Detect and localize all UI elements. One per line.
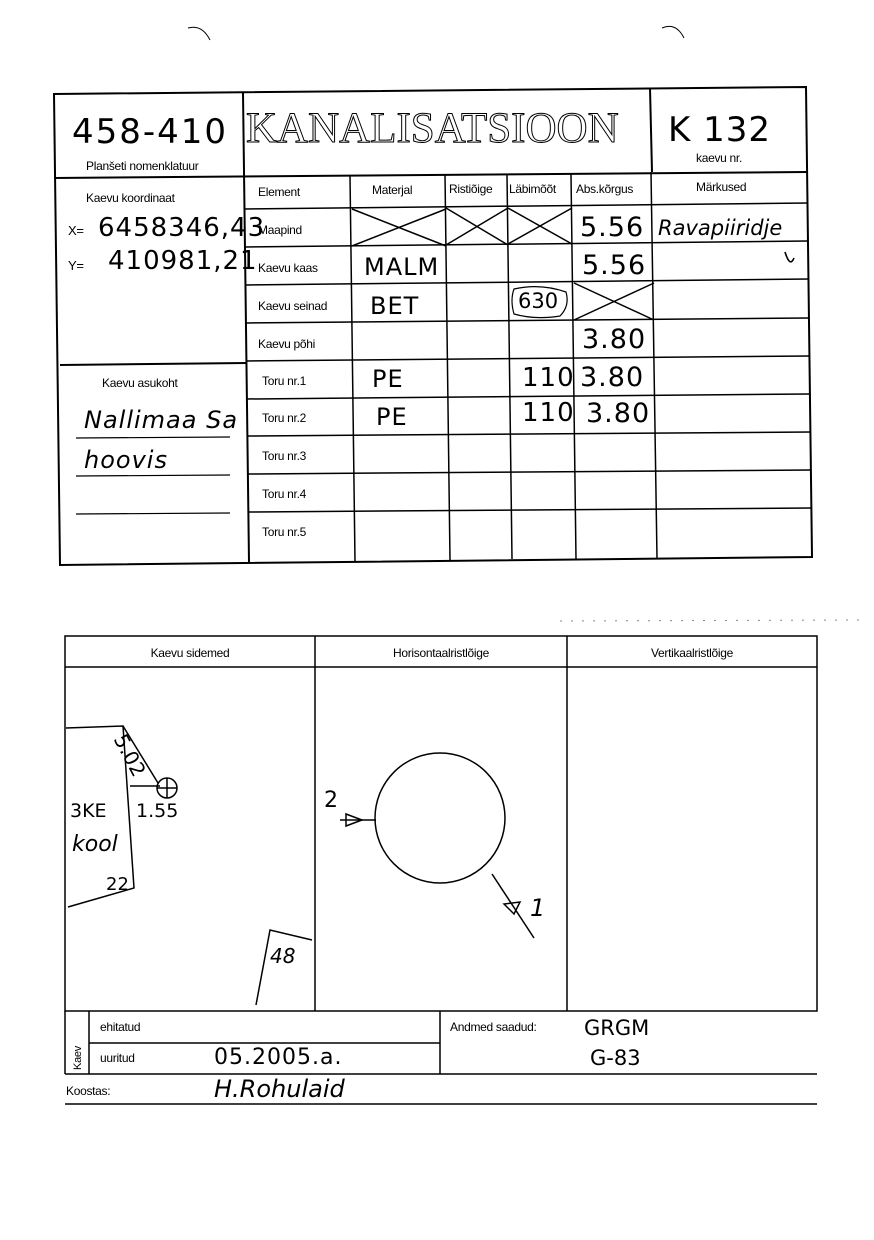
tie-distance-2: 1.55 — [136, 800, 179, 822]
x-coordinate: 6458346,43 — [98, 213, 266, 243]
column-header-cross-section: Ristiõige — [449, 182, 493, 196]
horizontal-section-sketch — [340, 753, 534, 938]
table-row-element: Kaevu seinad — [258, 299, 328, 313]
panel-title-horizontal-section: Horisontaalristlõige — [392, 646, 490, 660]
column-header-material: Materjal — [372, 183, 413, 197]
table-row-diameter: 110 — [522, 363, 575, 393]
table-row-abs-height: 5.56 — [582, 250, 647, 281]
form-title: KANALISATSIOON — [246, 105, 619, 152]
data-source-value-1: GRGM — [584, 1016, 650, 1040]
table-row-element: Kaevu kaas — [258, 261, 318, 275]
location-caption: Kaevu asukoht — [102, 376, 178, 390]
column-header-element: Element — [258, 185, 300, 199]
table-row-abs-height: 3.80 — [586, 398, 651, 429]
cut-line — [560, 620, 860, 621]
surveyed-value: 05.2005.a. — [214, 1045, 343, 1070]
table-row-abs-height: 3.80 — [580, 362, 645, 393]
data-source-label: Andmed saadud: — [450, 1020, 537, 1034]
table-row-element: Toru nr.2 — [262, 411, 306, 425]
surveyed-label: uuritud — [100, 1051, 135, 1065]
table-row-diameter: 630 — [518, 289, 559, 313]
table-row-material: MALM — [364, 253, 440, 281]
column-header-diameter: Läbimõõt — [509, 182, 556, 196]
nomenclature-caption: Planšeti nomenklatuur — [86, 159, 199, 173]
notes-pen-stroke — [785, 252, 794, 262]
table-row-element: Kaevu põhi — [258, 337, 316, 351]
location-line-1: Nallimaa Sa — [84, 406, 239, 434]
panel-title-ties: Kaevu sidemed — [150, 646, 230, 660]
column-header-abs-height: Abs.kõrgus — [576, 182, 634, 196]
corner-number: 48 — [270, 944, 296, 968]
table-row-diameter: 110 — [522, 398, 575, 428]
pipe-label-2: 2 — [324, 788, 338, 813]
table-row-notes: Ravapiiridje — [658, 216, 783, 240]
location-line-2: hoovis — [84, 446, 168, 474]
compiled-by-value: H.Rohulaid — [214, 1075, 345, 1103]
table-row-element: Toru nr.3 — [262, 449, 306, 463]
table-row-material: PE — [376, 403, 408, 431]
building-number: 22 — [106, 874, 129, 895]
manhole-number: K 132 — [668, 110, 771, 150]
compiled-by-label: Koostas: — [66, 1084, 111, 1098]
table-row-element: Toru nr.5 — [262, 525, 306, 539]
bottom-form-frame — [65, 636, 817, 1104]
table-row-abs-height: 3.80 — [582, 324, 647, 355]
punch-hole-mark-left — [188, 27, 210, 40]
nomenclature-value: 458-410 — [72, 112, 229, 152]
building-name-2: kool — [72, 832, 118, 857]
data-source-value-2: G-83 — [590, 1046, 641, 1070]
side-label-manhole: Kaev — [72, 1046, 84, 1070]
table-row-element: Toru nr.4 — [262, 487, 306, 501]
table-row-abs-height: 5.56 — [580, 212, 645, 243]
coordinates-caption: Kaevu koordinaat — [86, 191, 175, 205]
pipe-label-1: 1 — [530, 894, 546, 922]
punch-hole-mark-right — [662, 26, 684, 38]
table-row-element: Toru nr.1 — [262, 374, 306, 388]
y-coordinate: 410981,21 — [108, 246, 258, 276]
tie-distance-1: 5.02 — [108, 730, 151, 781]
x-label: X= — [68, 223, 84, 238]
panel-title-vertical-section: Vertikaalristlõige — [651, 646, 733, 660]
column-header-notes: Märkused — [696, 180, 747, 194]
built-label: ehitatud — [100, 1020, 141, 1034]
building-name-1: 3KE — [70, 800, 107, 822]
table-row-material: BET — [370, 292, 420, 320]
manhole-number-caption: kaevu nr. — [696, 151, 742, 165]
table-row-material: PE — [372, 365, 404, 393]
table-row-element: Maapind — [258, 223, 302, 237]
y-label: Y= — [68, 258, 84, 273]
